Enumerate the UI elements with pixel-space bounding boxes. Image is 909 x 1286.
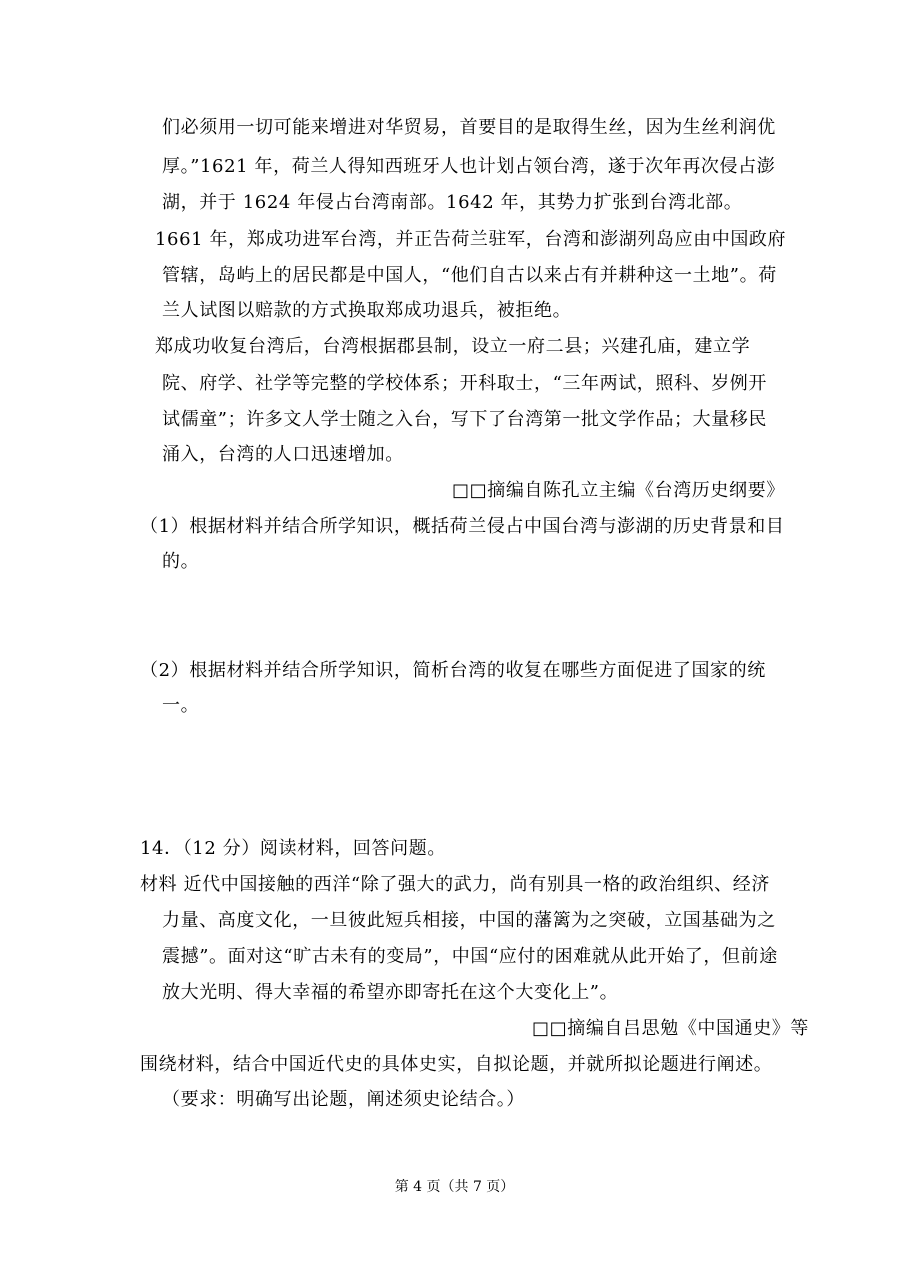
q14-material-line: 放大光明、得大幸福的希望亦即寄托在这个大变化上”。 xyxy=(162,982,619,1003)
question-1-cont: 的。 xyxy=(162,551,200,572)
material-line: 试儒童”；许多文人学士随之入台，写下了台湾第一批文学作品；大量移民 xyxy=(162,409,767,430)
source-citation: □□摘编自陈孔立主编《台湾历史纲要》 xyxy=(452,480,785,501)
material-line: 郑成功收复台湾后，台湾根据郡县制，设立一府二县；兴建孔庙，建立学 xyxy=(155,336,751,357)
material-line: 厚。”1621 年，荷兰人得知西班牙人也计划占领台湾，遂于次年再次侵占澎 xyxy=(162,156,776,177)
question-14-header: 14．（12 分）阅读材料，回答问题。 xyxy=(140,838,446,859)
material-line: 们必须用一切可能来增进对华贸易，首要目的是取得生丝，因为生丝利润优 xyxy=(162,117,776,138)
question-2-cont: 一。 xyxy=(162,695,200,716)
q14-requirement: （要求：明确写出论题，阐述须史论结合。） xyxy=(162,1089,525,1110)
question-2: （2）根据材料并结合所学知识，简析台湾的收复在哪些方面促进了国家的统 xyxy=(140,660,766,681)
material-line: 院、府学、社学等完整的学校体系；开科取士，“三年两试，照科、岁例开 xyxy=(162,373,767,394)
page-number: 第 4 页（共 7 页） xyxy=(394,1179,515,1195)
material-line: 1661 年，郑成功进军台湾，并正告荷兰驻军，台湾和澎湖列岛应由中国政府 xyxy=(155,229,787,250)
material-line: 管辖，岛屿上的居民都是中国人，“他们自古以来占有并耕种这一土地”。荷 xyxy=(162,265,777,286)
q14-task: 围绕材料，结合中国近代史的具体史实，自拟论题，并就所拟论题进行阐述。 xyxy=(140,1054,773,1075)
material-line: 涌入，台湾的人口迅速增加。 xyxy=(162,444,404,465)
q14-material-line: 材料 近代中国接触的西洋“除了强大的武力，尚有别具一格的政治组织、经济 xyxy=(140,874,770,895)
q14-material-line: 震撼”。面对这“旷古未有的变局”，中国“应付的困难就从此开始了，但前途 xyxy=(162,946,778,967)
material-line: 湖，并于 1624 年侵占台湾南部。1642 年，其势力扩张到台湾北部。 xyxy=(162,192,743,213)
material-line: 兰人试图以赔款的方式换取郑成功退兵，被拒绝。 xyxy=(162,300,572,321)
question-1: （1）根据材料并结合所学知识，概括荷兰侵占中国台湾与澎湖的历史背景和目 xyxy=(140,516,785,537)
source-citation: □□摘编自吕思勉《中国通史》等 xyxy=(532,1018,810,1039)
q14-material-line: 力量、高度文化，一旦彼此短兵相接，中国的藩篱为之突破，立国基础为之 xyxy=(162,910,776,931)
